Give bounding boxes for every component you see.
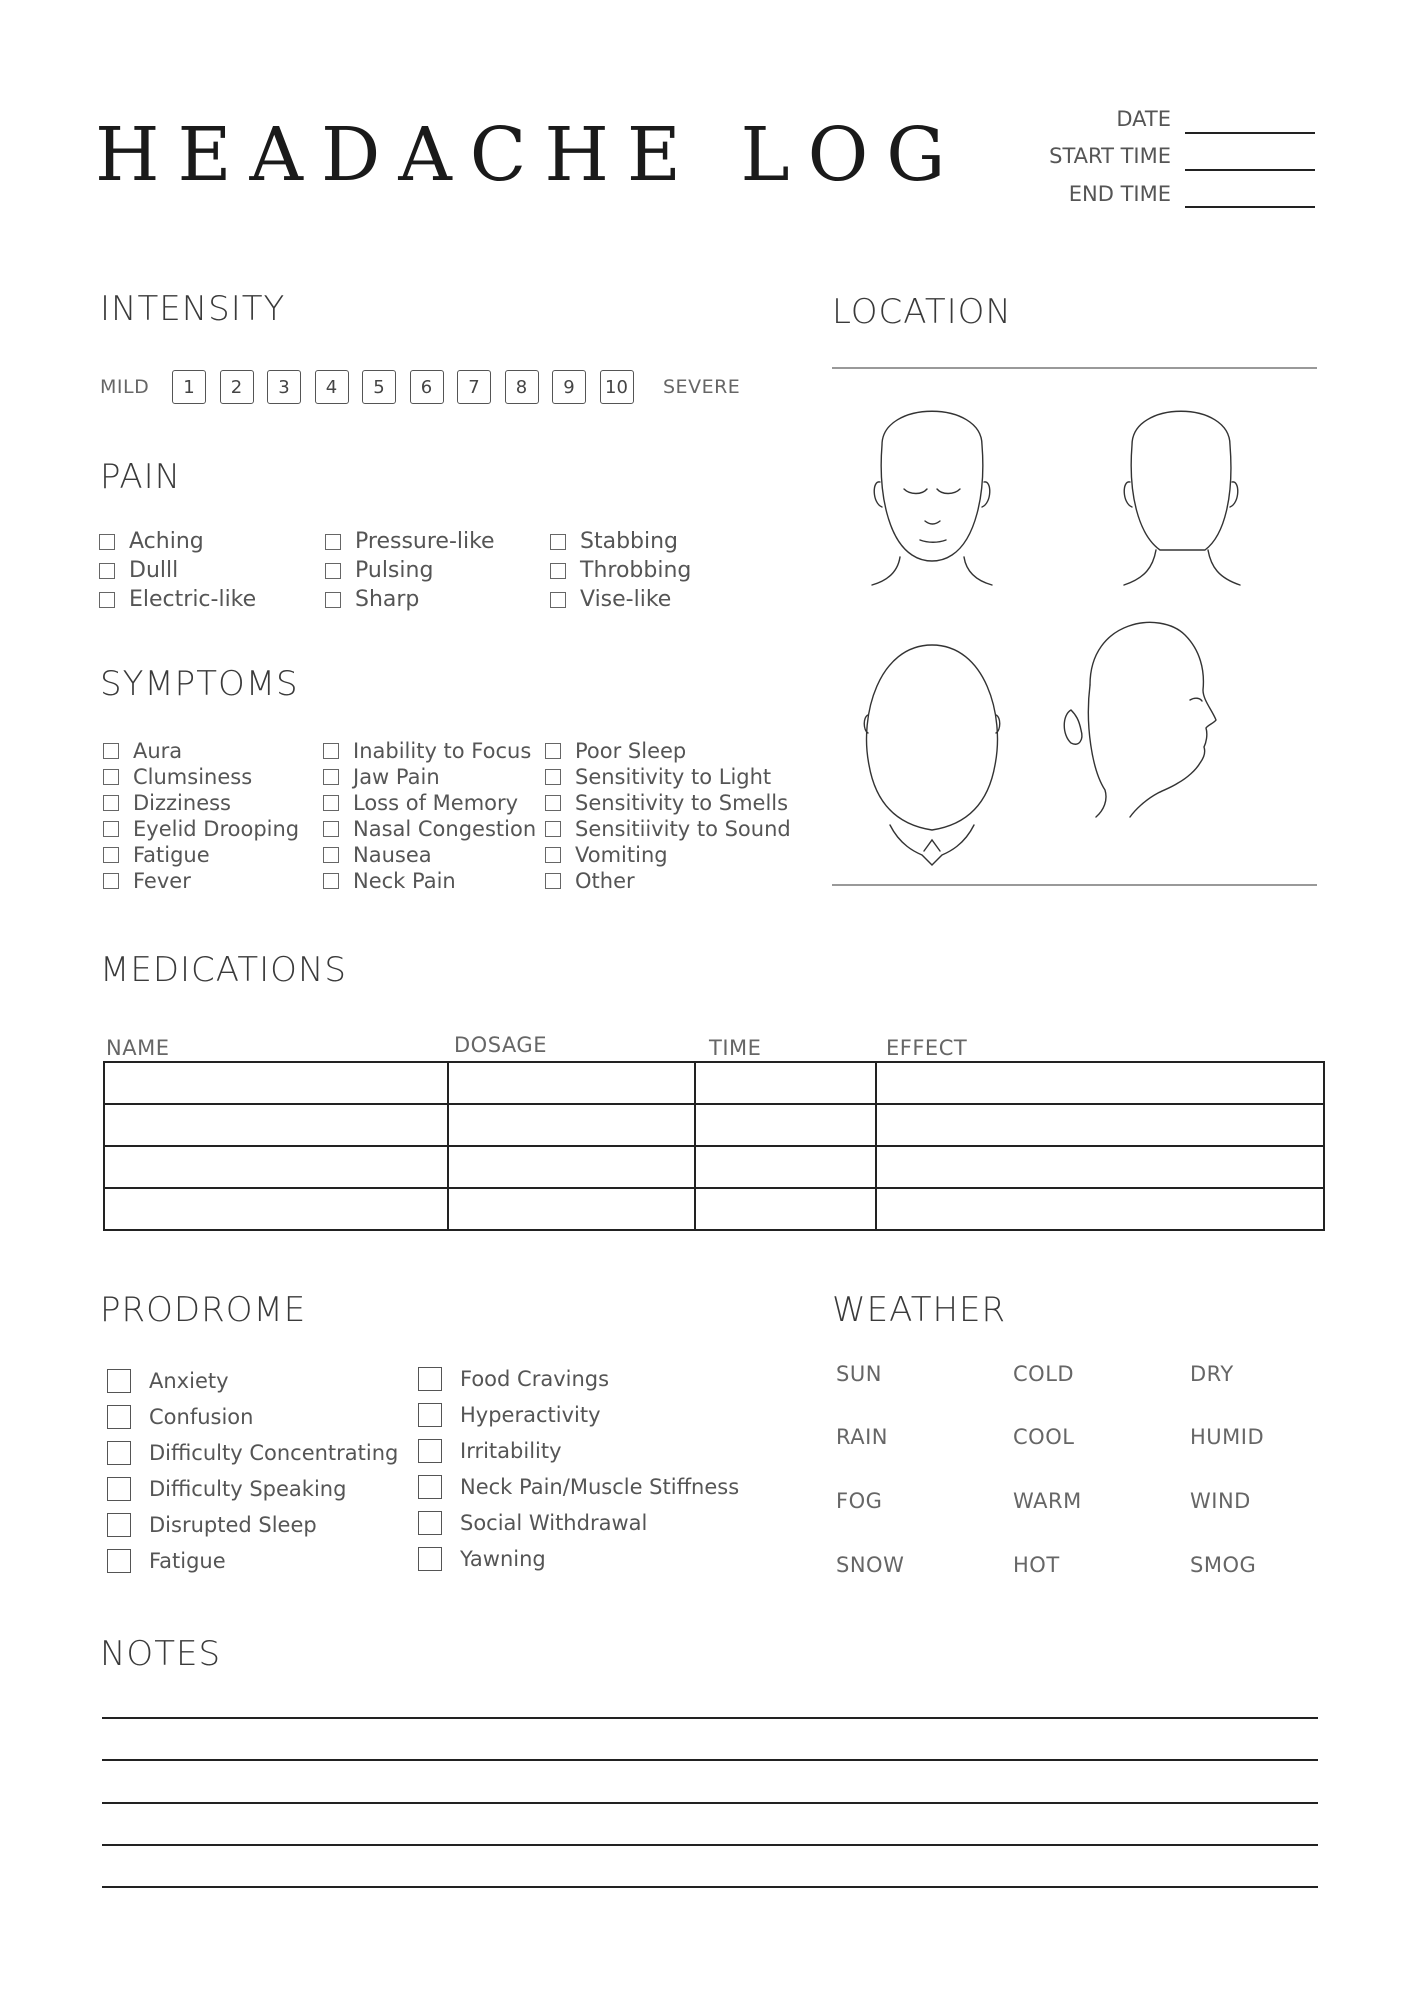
pain-option-label: Vise-like xyxy=(580,587,672,612)
weather-option-fog[interactable]: FOG xyxy=(836,1489,883,1513)
symptom-option[interactable] xyxy=(545,868,791,894)
intensity-box-2[interactable]: 2 xyxy=(220,370,254,404)
prodrome-option[interactable] xyxy=(418,1547,739,1571)
checkbox[interactable] xyxy=(103,873,119,889)
prodrome-option[interactable] xyxy=(107,1405,398,1429)
pain-option-label: Pressure-like xyxy=(355,529,495,554)
symptom-option-label: Nasal Congestion xyxy=(353,817,537,841)
head-front-view xyxy=(872,411,992,585)
symptom-option[interactable] xyxy=(103,764,299,790)
weather-option-hot[interactable]: HOT xyxy=(1013,1553,1060,1577)
checkbox[interactable] xyxy=(103,821,119,837)
weather-option-smog[interactable]: SMOG xyxy=(1190,1553,1257,1577)
checkbox[interactable] xyxy=(107,1405,131,1429)
checkbox[interactable] xyxy=(418,1403,442,1427)
prodrome-option-label: Neck Pain/Muscle Stiffness xyxy=(460,1475,740,1499)
table-cell[interactable] xyxy=(695,1062,876,1104)
date-label: DATE xyxy=(1116,107,1171,131)
intensity-box-8[interactable]: 8 xyxy=(505,370,539,404)
symptom-option-label: Sensitivity to Smells xyxy=(575,791,789,815)
pain-option-label: Dulll xyxy=(129,558,179,583)
prodrome-option[interactable] xyxy=(107,1477,398,1501)
symptom-option-label: Loss of Memory xyxy=(353,791,519,815)
checkbox[interactable] xyxy=(323,769,339,785)
intensity-box-6[interactable]: 6 xyxy=(410,370,444,404)
pain-option[interactable] xyxy=(325,529,495,554)
prodrome-column-1 xyxy=(107,1369,398,1573)
symptom-option[interactable] xyxy=(545,816,791,842)
symptom-option[interactable] xyxy=(323,842,536,868)
checkbox[interactable] xyxy=(99,592,115,608)
intensity-box-5[interactable]: 5 xyxy=(362,370,396,404)
medications-col-name: NAME xyxy=(106,1036,170,1060)
location-top-divider xyxy=(832,367,1317,369)
symptom-option-label: Clumsiness xyxy=(133,765,253,789)
symptom-option[interactable] xyxy=(323,790,536,816)
weather-option-rain[interactable]: RAIN xyxy=(836,1425,889,1449)
symptom-option[interactable] xyxy=(103,842,299,868)
table-cell[interactable] xyxy=(695,1146,876,1188)
symptoms-column-2 xyxy=(323,738,536,894)
table-row xyxy=(104,1188,1324,1230)
checkbox[interactable] xyxy=(107,1441,131,1465)
symptom-option-label: Aura xyxy=(133,739,183,763)
start-time-label: START TIME xyxy=(1049,144,1171,168)
checkbox[interactable] xyxy=(325,563,341,579)
symptom-option-label: Nausea xyxy=(353,843,432,867)
head-location-diagram[interactable] xyxy=(860,385,1300,875)
prodrome-option-label: Fatigue xyxy=(149,1549,226,1573)
symptoms-column-3 xyxy=(545,738,791,894)
prodrome-heading: PRODROME xyxy=(100,1290,307,1330)
location-heading: LOCATION xyxy=(832,292,1012,332)
pain-option[interactable] xyxy=(99,558,256,583)
start-time-line[interactable] xyxy=(1185,169,1315,171)
checkbox[interactable] xyxy=(323,743,339,759)
table-cell[interactable] xyxy=(876,1146,1324,1188)
checkbox[interactable] xyxy=(325,534,341,550)
intensity-box-1[interactable]: 1 xyxy=(172,370,206,404)
head-side-view xyxy=(1064,622,1216,817)
prodrome-option-label: Confusion xyxy=(149,1405,254,1429)
prodrome-option[interactable] xyxy=(107,1441,398,1465)
checkbox[interactable] xyxy=(550,534,566,550)
table-cell[interactable] xyxy=(448,1146,695,1188)
checkbox[interactable] xyxy=(103,769,119,785)
table-cell[interactable] xyxy=(876,1188,1324,1230)
weather-option-wind[interactable]: WIND xyxy=(1190,1489,1251,1513)
page-title: HEADACHE LOG xyxy=(95,112,964,198)
table-cell[interactable] xyxy=(695,1188,876,1230)
symptom-option-label: Vomiting xyxy=(575,843,668,867)
head-back-view xyxy=(1124,411,1240,585)
checkbox[interactable] xyxy=(99,534,115,550)
notes-line[interactable] xyxy=(102,1802,1318,1804)
pain-option-label: Throbbing xyxy=(580,558,692,583)
notes-line[interactable] xyxy=(102,1759,1318,1761)
checkbox[interactable] xyxy=(545,743,561,759)
pain-option-label: Sharp xyxy=(355,587,420,612)
checkbox[interactable] xyxy=(545,769,561,785)
checkbox[interactable] xyxy=(550,563,566,579)
symptom-option-label: Eyelid Drooping xyxy=(133,817,300,841)
pain-option[interactable] xyxy=(550,587,691,612)
prodrome-option[interactable] xyxy=(418,1367,739,1391)
location-bottom-divider xyxy=(832,884,1317,886)
symptom-option-label: Dizziness xyxy=(133,791,231,815)
symptom-option-label: Jaw Pain xyxy=(353,765,440,789)
symptom-option[interactable] xyxy=(545,790,791,816)
table-cell[interactable] xyxy=(448,1188,695,1230)
table-cell[interactable] xyxy=(104,1188,448,1230)
checkbox[interactable] xyxy=(103,847,119,863)
intensity-box-3[interactable]: 3 xyxy=(267,370,301,404)
symptom-option[interactable] xyxy=(323,816,536,842)
prodrome-column-2 xyxy=(418,1367,739,1571)
pain-option[interactable] xyxy=(99,529,256,554)
checkbox[interactable] xyxy=(107,1369,131,1393)
intensity-box-4[interactable]: 4 xyxy=(315,370,349,404)
checkbox[interactable] xyxy=(545,873,561,889)
checkbox[interactable] xyxy=(107,1549,131,1573)
end-time-line[interactable] xyxy=(1185,206,1315,208)
pain-column-3 xyxy=(550,529,691,612)
prodrome-option-label: Hyperactivity xyxy=(460,1403,601,1427)
table-cell[interactable] xyxy=(104,1146,448,1188)
checkbox[interactable] xyxy=(103,743,119,759)
symptom-option[interactable] xyxy=(103,816,299,842)
symptom-option-label: Fatigue xyxy=(133,843,210,867)
pain-column-1 xyxy=(99,529,256,612)
prodrome-option-label: Irritability xyxy=(460,1439,562,1463)
symptom-option[interactable] xyxy=(323,764,536,790)
prodrome-option[interactable] xyxy=(107,1549,398,1573)
notes-heading: NOTES xyxy=(100,1634,222,1674)
checkbox[interactable] xyxy=(418,1547,442,1571)
weather-option-cold[interactable]: COLD xyxy=(1013,1362,1075,1386)
table-row xyxy=(104,1104,1324,1146)
medications-col-time: TIME xyxy=(709,1036,762,1060)
table-cell[interactable] xyxy=(876,1062,1324,1104)
pain-heading: PAIN xyxy=(100,457,182,497)
checkbox[interactable] xyxy=(103,795,119,811)
pain-option-label: Stabbing xyxy=(580,529,679,554)
checkbox[interactable] xyxy=(545,847,561,863)
symptom-option-label: Neck Pain xyxy=(353,869,456,893)
pain-column-2 xyxy=(325,529,495,612)
intensity-box-10[interactable]: 10 xyxy=(600,370,634,404)
pain-option[interactable] xyxy=(550,529,691,554)
notes-line[interactable] xyxy=(102,1886,1318,1888)
end-time-label: END TIME xyxy=(1068,182,1171,206)
notes-line[interactable] xyxy=(102,1717,1318,1719)
symptoms-heading: SYMPTOMS xyxy=(100,664,299,704)
checkbox[interactable] xyxy=(418,1511,442,1535)
table-cell[interactable] xyxy=(104,1062,448,1104)
medications-col-dosage: DOSAGE xyxy=(454,1033,547,1057)
notes-line[interactable] xyxy=(102,1844,1318,1846)
symptom-option[interactable] xyxy=(323,868,536,894)
prodrome-option-label: Anxiety xyxy=(149,1369,229,1393)
prodrome-option-label: Yawning xyxy=(460,1547,546,1571)
prodrome-option[interactable] xyxy=(107,1513,398,1537)
checkbox[interactable] xyxy=(107,1513,131,1537)
prodrome-option[interactable] xyxy=(107,1369,398,1393)
checkbox[interactable] xyxy=(550,592,566,608)
table-cell[interactable] xyxy=(876,1104,1324,1146)
weather-option-snow[interactable]: SNOW xyxy=(836,1553,905,1577)
intensity-scale xyxy=(172,370,634,404)
symptom-option[interactable] xyxy=(545,842,791,868)
weather-option-humid[interactable]: HUMID xyxy=(1190,1425,1265,1449)
symptom-option-label: Poor Sleep xyxy=(575,739,687,763)
symptom-option[interactable] xyxy=(103,790,299,816)
checkbox[interactable] xyxy=(325,592,341,608)
table-row xyxy=(104,1062,1324,1104)
pain-option-label: Aching xyxy=(129,529,204,554)
intensity-heading: INTENSITY xyxy=(100,289,286,329)
medications-table xyxy=(103,1061,1325,1231)
pain-option[interactable] xyxy=(325,587,495,612)
date-line[interactable] xyxy=(1185,132,1315,134)
symptom-option[interactable] xyxy=(323,738,536,764)
symptom-option-label: Sensitiivity to Sound xyxy=(575,817,791,841)
symptoms-column-1 xyxy=(103,738,299,894)
symptom-option[interactable] xyxy=(545,764,791,790)
symptom-option-label: Fever xyxy=(133,869,191,893)
medications-heading: MEDICATIONS xyxy=(100,950,347,990)
prodrome-option[interactable] xyxy=(418,1475,739,1499)
checkbox[interactable] xyxy=(323,847,339,863)
prodrome-option[interactable] xyxy=(418,1403,739,1427)
pain-option-label: Electric-like xyxy=(129,587,257,612)
prodrome-option[interactable] xyxy=(418,1511,739,1535)
checkbox[interactable] xyxy=(323,821,339,837)
symptom-option[interactable] xyxy=(545,738,791,764)
symptom-option[interactable] xyxy=(103,738,299,764)
intensity-box-9[interactable]: 9 xyxy=(552,370,586,404)
checkbox[interactable] xyxy=(545,821,561,837)
prodrome-option-label: Difficulty Speaking xyxy=(149,1477,347,1501)
table-cell[interactable] xyxy=(448,1104,695,1146)
checkbox[interactable] xyxy=(418,1475,442,1499)
checkbox[interactable] xyxy=(99,563,115,579)
table-cell[interactable] xyxy=(695,1104,876,1146)
pain-option-label: Pulsing xyxy=(355,558,434,583)
symptom-option[interactable] xyxy=(103,868,299,894)
intensity-mild-label: MILD xyxy=(100,376,150,398)
checkbox[interactable] xyxy=(418,1367,442,1391)
weather-option-sun[interactable]: SUN xyxy=(836,1362,882,1386)
checkbox[interactable] xyxy=(545,795,561,811)
table-cell[interactable] xyxy=(448,1062,695,1104)
pain-option[interactable] xyxy=(325,558,495,583)
prodrome-option-label: Difficulty Concentrating xyxy=(149,1441,399,1465)
weather-option-dry[interactable]: DRY xyxy=(1190,1362,1234,1386)
symptom-option-label: Other xyxy=(575,869,635,893)
checkbox[interactable] xyxy=(418,1439,442,1463)
intensity-severe-label: SEVERE xyxy=(663,376,741,398)
head-top-view xyxy=(864,645,1000,865)
prodrome-option-label: Disrupted Sleep xyxy=(149,1513,317,1537)
table-row xyxy=(104,1146,1324,1188)
checkbox[interactable] xyxy=(323,873,339,889)
prodrome-option-label: Food Cravings xyxy=(460,1367,610,1391)
medications-col-effect: EFFECT xyxy=(886,1036,968,1060)
pain-option[interactable] xyxy=(550,558,691,583)
weather-option-cool[interactable]: COOL xyxy=(1013,1425,1075,1449)
pain-option[interactable] xyxy=(99,587,256,612)
prodrome-option[interactable] xyxy=(418,1439,739,1463)
checkbox[interactable] xyxy=(323,795,339,811)
prodrome-option-label: Social Withdrawal xyxy=(460,1511,648,1535)
checkbox[interactable] xyxy=(107,1477,131,1501)
table-cell[interactable] xyxy=(104,1104,448,1146)
weather-heading: WEATHER xyxy=(832,1290,1007,1330)
weather-option-warm[interactable]: WARM xyxy=(1013,1489,1082,1513)
symptom-option-label: Sensitivity to Light xyxy=(575,765,772,789)
symptom-option-label: Inability to Focus xyxy=(353,739,532,763)
intensity-box-7[interactable]: 7 xyxy=(457,370,491,404)
